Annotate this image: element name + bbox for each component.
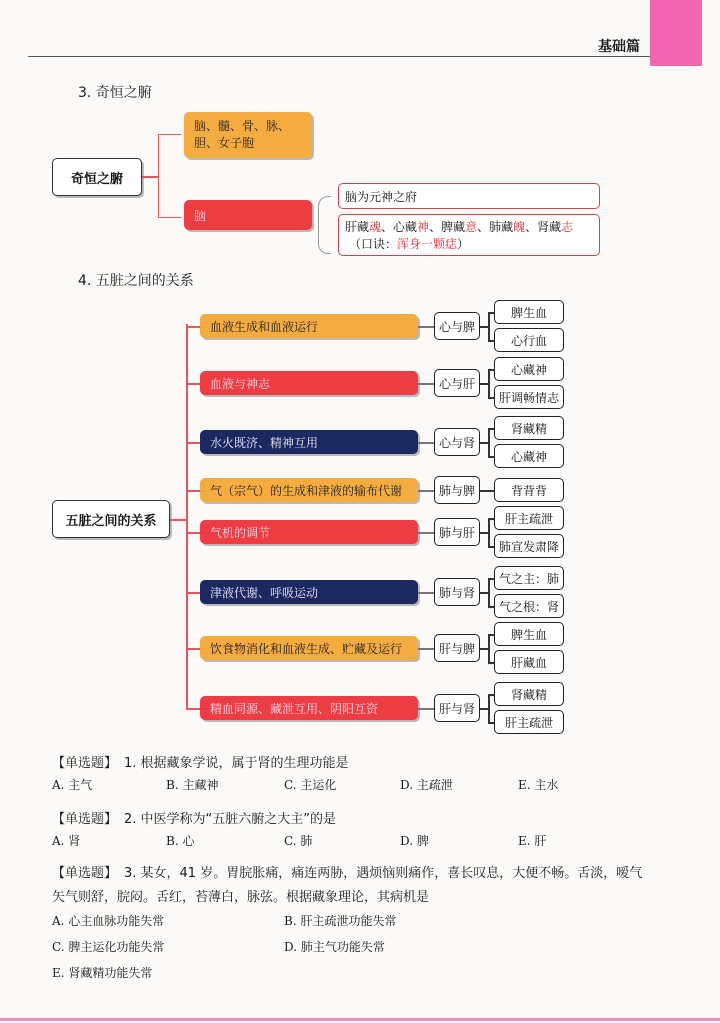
answer-option: E. 肾藏精功能失常 [52,966,153,980]
s4-branch [186,592,200,594]
s4-organ-pair: 心与肾 [434,428,480,456]
s4-relation-label: 气机的调节 [200,520,418,544]
s3-connector [142,176,158,178]
s4-organ-pair: 肺与脾 [434,476,480,504]
answer-option: D. 脾 [400,834,429,848]
s4-trunk [186,324,188,708]
s4-connector [418,490,434,492]
s4-sub-item: 脾生血 [494,300,564,324]
section4-title: 4. 五脏之间的关系 [78,273,194,289]
s4-connector [418,442,434,444]
answer-option: D. 主疏泄 [400,778,453,792]
s4-branch [186,442,200,444]
s4-sub-item: 肝藏血 [494,650,564,674]
s3-detail2-key-shen: 神 [417,220,430,234]
s4-sub-connector [480,708,488,710]
s4-sub-item: 气之根：肾 [494,594,564,618]
s4-branch [186,490,200,492]
s4-branch [186,383,200,385]
s4-sub-bracket [488,518,490,546]
s4-sub-item: 背背背 [494,478,564,502]
s4-sub-item: 肾藏精 [494,416,564,440]
s3-detail2-part: 肝藏 [345,220,370,234]
answer-option: C. 脾主运化功能失常 [52,940,165,954]
s4-root-box: 五脏之间的关系 [52,500,170,538]
answer-option: E. 肝 [518,834,547,848]
s4-relation-label: 饮食物消化和血液生成、贮藏及运行 [200,636,418,660]
s4-organ-pair: 肺与肝 [434,518,480,546]
section3-title: 3. 奇恒之腑 [78,85,152,101]
s4-sub-item: 肝主疏泄 [494,710,564,734]
s4-relation-label: 精血同源、藏泄互用、阴阳互资 [200,696,418,720]
answer-option: A. 主气 [52,778,93,792]
s4-sub-connector [480,532,488,534]
s4-relation-label: 津液代谢、呼吸运动 [200,580,418,604]
s4-relation-label: 水火既济、精神互用 [200,430,418,454]
s4-sub-item: 肾藏精 [494,682,564,706]
answer-option: D. 肺主气功能失常 [284,940,385,954]
s3-detail2-part: 、肺藏 [477,220,514,234]
s3-item-2: 脑 [184,200,312,230]
s4-sub-connector [480,490,494,492]
s4-sub-connector [480,326,488,328]
s4-connector [418,708,434,710]
s4-sub-item: 肺宣发肃降 [494,534,564,558]
answer-option: A. 肾 [52,834,81,848]
s4-organ-pair: 肺与肾 [434,578,480,606]
pink-corner-tab [650,0,702,66]
s4-relation-label: 气（宗气）的生成和津液的输布代谢 [200,478,418,502]
s4-connector [418,648,434,650]
s3-detail-1: 脑为元神之府 [338,183,600,209]
s4-branch [186,648,200,650]
s4-sub-bracket [488,428,490,456]
s3-detail-2 [338,214,600,256]
answer-option: C. 主运化 [284,778,337,792]
s4-organ-pair: 肝与肾 [434,694,480,722]
answer-option: A. 心主血脉功能失常 [52,914,165,928]
header-divider [28,56,650,57]
s4-connector [418,532,434,534]
s4-sub-item: 肝主疏泄 [494,506,564,530]
s4-organ-pair: 心与脾 [434,312,480,340]
s3-brace [158,134,181,218]
s4-sub-item: 心藏神 [494,357,564,381]
s3-detail2-key-po: 魄 [513,220,526,234]
s4-relation-label: 血液生成和血液运行 [200,314,418,338]
s3-detail2-key-hun: 魂 [369,220,382,234]
s3-detail2-part: 、肾藏 [525,220,562,234]
s4-sub-connector [480,383,488,385]
answer-option: C. 肺 [284,834,313,848]
question-stem-cont: 矢气则舒，脘闷。舌红，苔薄白，脉弦。根据藏象理论，其病机是 [52,890,430,905]
s4-sub-connector [480,442,488,444]
s3-mnemonic-post: ） [457,237,470,251]
s4-connector [418,326,434,328]
s4-sub-item: 脾生血 [494,622,564,646]
s4-relation-label: 血液与神志 [200,371,418,395]
s3-mnemonic: 浑身一颗痣 [397,237,458,251]
s4-sub-bracket [488,634,490,662]
s4-sub-bracket [488,694,490,722]
footer-rule [0,1018,720,1021]
s3-brace-small [318,196,331,254]
s4-connector [418,383,434,385]
s4-sub-item: 心藏神 [494,444,564,468]
s4-sub-item: 心行血 [494,328,564,352]
s4-organ-pair: 心与肝 [434,369,480,397]
answer-option: B. 主藏神 [166,778,219,792]
answer-option: B. 心 [166,834,195,848]
question-tag: 【单选题】 [52,756,118,771]
s3-detail2-key-zhi: 志 [561,220,574,234]
question-stem: 3. 某女，41 岁。胃脘胀痛，痛连两胁，遇烦恼则痛作，喜长叹息，大便不畅。舌淡，嗳气 [124,866,643,881]
s4-sub-bracket [488,312,490,340]
s4-branch [186,326,200,328]
s4-sub-item: 肝调畅情志 [494,385,564,409]
s3-mnemonic-pre: （口诀： [349,237,398,251]
s3-root-box: 奇恒之腑 [52,158,142,196]
s4-sub-item: 气之主：肺 [494,566,564,590]
s4-sub-connector [480,592,488,594]
s3-item-1: 脑、髓、骨、脉、 胆、女子胞 [184,112,312,158]
question-stem: 1. 根据藏象学说，属于肾的生理功能是 [124,756,349,771]
s4-sub-bracket [488,578,490,606]
s4-branch [186,708,200,710]
s3-detail2-key-yi: 意 [465,220,478,234]
question-tag: 【单选题】 [52,812,118,827]
question-tag: 【单选题】 [52,866,118,881]
answer-option: E. 主水 [518,778,559,792]
s3-detail2-part: 、心藏 [381,220,418,234]
s4-sub-bracket [488,369,490,397]
question-stem: 2. 中医学称为“五脏六腑之大主”的是 [124,812,337,827]
s4-sub-connector [480,648,488,650]
s4-organ-pair: 肝与脾 [434,634,480,662]
answer-option: B. 肝主疏泄功能失常 [284,914,397,928]
s3-detail2-part: 、脾藏 [429,220,466,234]
header-section-label: 基础篇 [598,39,640,55]
s4-branch [186,532,200,534]
s4-connector [418,592,434,594]
